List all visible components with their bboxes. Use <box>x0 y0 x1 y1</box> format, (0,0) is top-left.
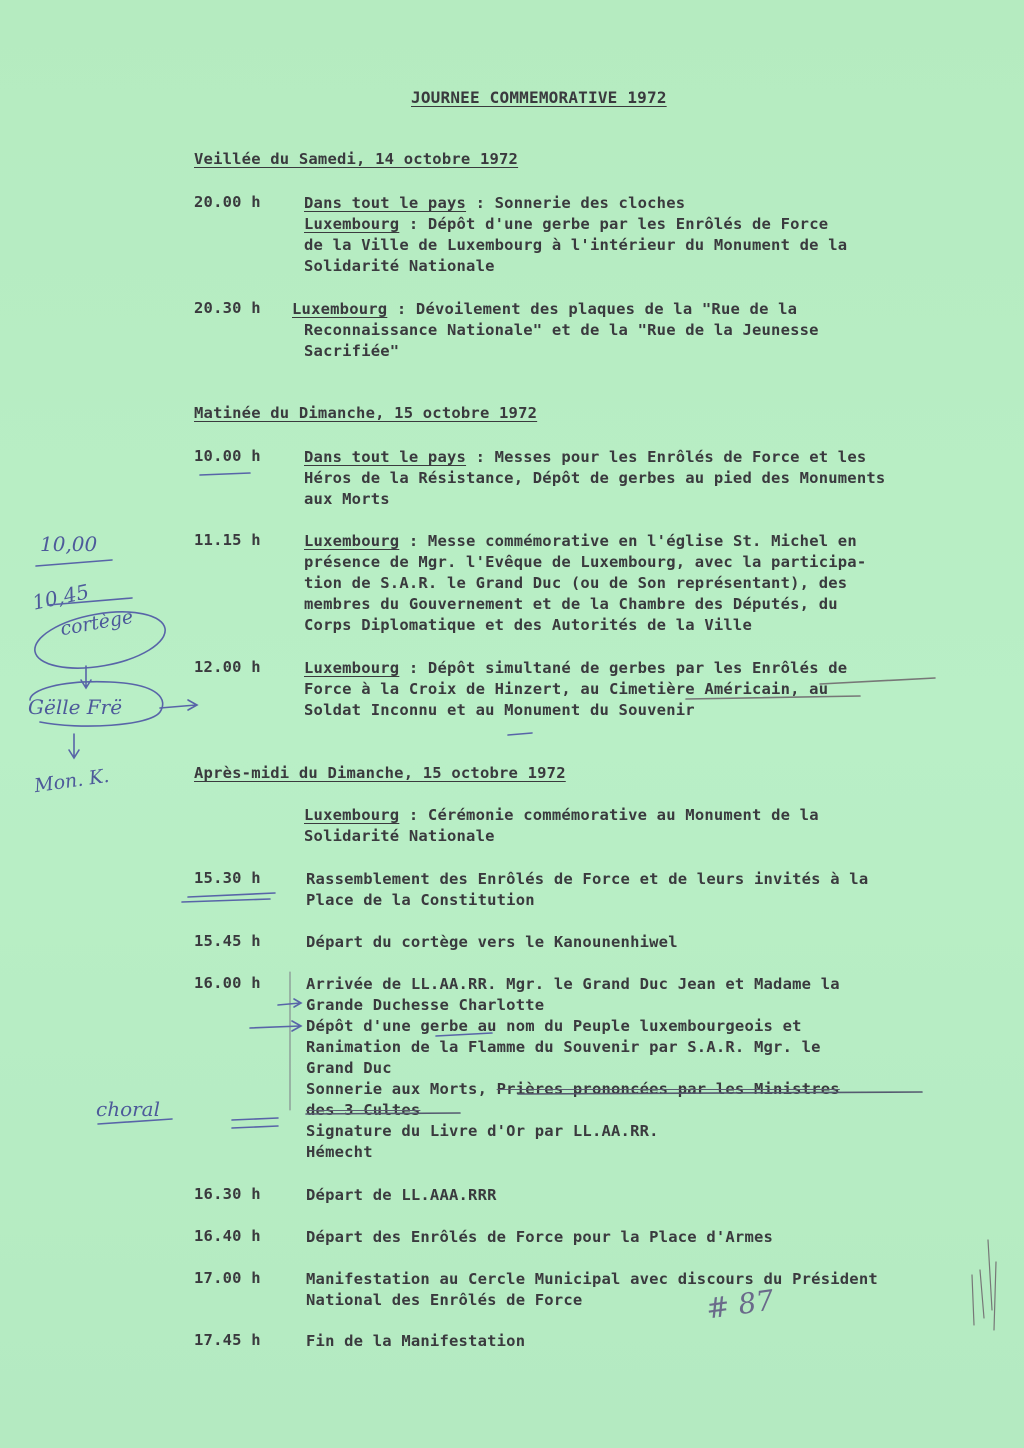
pen-strike <box>518 1092 922 1094</box>
entry-line: Arrivée de LL.AA.RR. Mgr. le Grand Duc Jean et Madame la <box>306 975 840 993</box>
pen-underline <box>508 733 532 735</box>
entry-line: Signature du Livre d'Or par LL.AA.RR. <box>306 1122 659 1140</box>
document-title: JOURNEE COMMEMORATIVE 1972 <box>411 88 667 107</box>
entry-line: Solidarité Nationale <box>304 827 495 845</box>
entry-time: 15.30 h <box>194 869 261 887</box>
pen-circle <box>30 603 169 677</box>
entry-time: 16.30 h <box>194 1185 261 1203</box>
pen-underline <box>48 598 132 605</box>
entry-line: tion de S.A.R. le Grand Duc (ou de Son représentant), des <box>304 574 848 592</box>
entry-line: Sonnerie aux Morts, Prières prononcées par les Ministres <box>306 1080 840 1098</box>
pen-circle <box>30 682 163 726</box>
entry-line: Grande Duchesse Charlotte <box>306 996 545 1014</box>
entry-line: Rassemblement des Enrôlés de Force et de leurs invités à la <box>306 870 869 888</box>
entry-time: 20.30 h <box>194 299 261 317</box>
entry-line: Luxembourg : Messe commémorative en l'église St. Michel en <box>304 532 857 550</box>
arrow-icon <box>69 734 79 758</box>
handwritten-time-1000: 10,00 <box>40 532 98 556</box>
entry-time: 16.40 h <box>194 1227 261 1245</box>
entry-line: Luxembourg : Dépôt d'une gerbe par les Enrôlés de Force <box>304 215 829 233</box>
entry-line: Reconnaissance Nationale" et de la "Rue de la Jeunesse <box>304 321 819 339</box>
arrow-icon <box>81 666 91 688</box>
entry-time: 12.00 h <box>194 658 261 676</box>
pen-underline <box>98 1119 172 1124</box>
entry-line: Grand Duc <box>306 1059 392 1077</box>
entry-line: Place de la Constitution <box>306 891 535 909</box>
entry-line: Dans tout le pays : Sonnerie des cloches <box>304 194 686 212</box>
entry-line: Dans tout le pays : Messes pour les Enrôlés de Force et les <box>304 448 867 466</box>
pen-scribble <box>972 1240 996 1330</box>
entry-line: Luxembourg : Dépôt simultané de gerbes par les Enrôlés de <box>304 659 848 677</box>
section-heading-matinee: Matinée du Dimanche, 15 octobre 1972 <box>194 404 538 422</box>
pen-strike <box>306 1113 460 1114</box>
handwritten-number: # 87 <box>704 1283 776 1326</box>
entry-line: National des Enrôlés de Force <box>306 1291 583 1309</box>
entry-line: Solidarité Nationale <box>304 257 495 275</box>
arrow-icon <box>160 700 197 710</box>
entry-time: 16.00 h <box>194 974 261 992</box>
entry-line: Dépôt d'une gerbe au nom du Peuple luxembourgeois et <box>306 1017 802 1035</box>
handwritten-gelle-frie: Gëlle Frë <box>28 695 123 719</box>
entry-line: Corps Diplomatique et des Autorités de la Ville <box>304 616 752 634</box>
entry-line: Luxembourg : Cérémonie commémorative au Monument de la <box>304 806 819 824</box>
entry-line: Hémecht <box>306 1143 373 1161</box>
entry-line: Fin de la Manifestation <box>306 1332 526 1350</box>
entry-line: Force à la Croix de Hinzert, au Cimetière Américain, au <box>304 680 829 698</box>
entry-line: aux Morts <box>304 490 390 508</box>
entry-line: présence de Mgr. l'Evêque de Luxembourg, avec la participa- <box>304 553 867 571</box>
pen-underline <box>182 893 275 902</box>
entry-time: 15.45 h <box>194 932 261 950</box>
entry-line: Héros de la Résistance, Dépôt de gerbes au pied des Monuments <box>304 469 886 487</box>
entry-line: Ranimation de la Flamme du Souvenir par S.A.R. Mgr. le <box>306 1038 821 1056</box>
handwritten-choral: choral <box>96 1097 161 1121</box>
entry-line: Manifestation au Cercle Municipal avec discours du Président <box>306 1270 878 1288</box>
pen-underline <box>436 1033 492 1036</box>
entry-line: Départ des Enrôlés de Force pour la Place d'Armes <box>306 1228 774 1246</box>
entry-line: membres du Gouvernement et de la Chambre des Députés, du <box>304 595 838 613</box>
entry-time: 10.00 h <box>194 447 261 465</box>
entry-line: Soldat Inconnu et au Monument du Souvenir <box>304 701 695 719</box>
entry-time: 20.00 h <box>194 193 261 211</box>
handwritten-cortege: cortège <box>58 605 135 641</box>
handwritten-monument: Mon. K. <box>32 764 111 798</box>
entry-line: Sacrifiée" <box>304 342 400 360</box>
entry-time: 17.45 h <box>194 1331 261 1349</box>
pen-underline <box>686 696 860 699</box>
entry-line: de la Ville de Luxembourg à l'intérieur du Monument de la <box>304 236 848 254</box>
pen-underline <box>820 678 935 684</box>
section-heading-apres-midi: Après-midi du Dimanche, 15 octobre 1972 <box>194 764 566 782</box>
entry-time: 17.00 h <box>194 1269 261 1287</box>
entry-line: Luxembourg : Dévoilement des plaques de la "Rue de la <box>292 300 798 318</box>
entry-time: 11.15 h <box>194 531 261 549</box>
entry-line: Départ de LL.AAA.RRR <box>306 1186 497 1204</box>
pen-arrow-lines <box>232 1118 278 1128</box>
arrow-icon <box>250 1021 301 1031</box>
entry-line: des 3 Cultes <box>306 1101 421 1119</box>
pen-underline <box>36 560 112 566</box>
entry-line: Départ du cortège vers le Kanounenhiwel <box>306 933 678 951</box>
pen-underline <box>200 473 250 475</box>
section-heading-veillee: Veillée du Samedi, 14 octobre 1972 <box>194 150 519 168</box>
handwritten-time-1045: 10,45 <box>30 579 92 615</box>
